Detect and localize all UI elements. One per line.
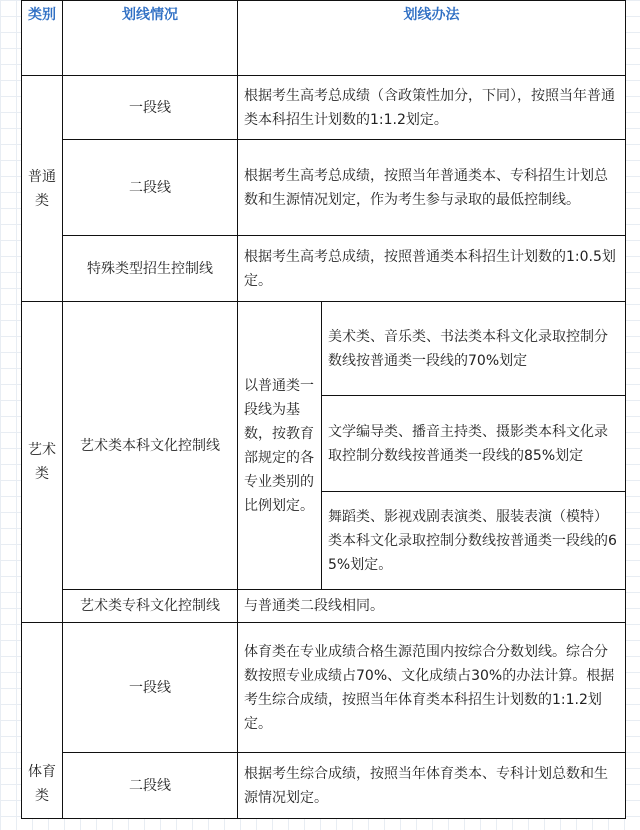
row-label: 特殊类型招生控制线 [63, 236, 238, 302]
row-method: 根据考生高考总成绩，按照普通类本科招生计划数的1:0.5划定。 [238, 236, 626, 302]
row-label: 一段线 [63, 623, 238, 753]
score-line-table-container [21, 0, 625, 819]
row-method: 根据考生高考总成绩，按照当年普通类本、专科招生计划总数和生源情况划定，作为考生参与录取的最低控制线。 [238, 140, 626, 236]
art-basis: 以普通类一段线为基数，按教育部规定的各专业类别的比例划定。 [238, 302, 322, 590]
art-subrow: 美术类、音乐类、书法类本科文化录取控制分数线按普通类一段线的70%划定 [322, 302, 626, 396]
header-situation: 划线情况 [63, 1, 238, 76]
table-header-row [22, 1, 626, 76]
row-label: 二段线 [63, 140, 238, 236]
category-general: 普通类 [22, 76, 63, 302]
table-row [22, 236, 626, 302]
row-method: 与普通类二段线相同。 [238, 590, 626, 623]
row-method: 根据考生高考总成绩（含政策性加分，下同），按照当年普通类本科招生计划数的1:1.2划定。 [238, 76, 626, 140]
table-row [22, 753, 626, 819]
score-line-table [21, 0, 626, 819]
table-row [22, 623, 626, 753]
table-row [22, 140, 626, 236]
art-subrow: 舞蹈类、影视戏剧表演类、服装表演（模特）类本科文化录取控制分数线按普通类一段线的65%划定。 [322, 492, 626, 590]
category-sports: 体育类 [22, 623, 63, 819]
header-category: 类别 [22, 1, 63, 76]
table-row [22, 302, 626, 396]
header-method: 划线办法 [238, 1, 626, 76]
art-subrow: 文学编导类、播音主持类、摄影类本科文化录取控制分数线按普通类一段线的85%划定 [322, 396, 626, 492]
row-label: 艺术类本科文化控制线 [63, 302, 238, 590]
row-label: 一段线 [63, 76, 238, 140]
row-label: 二段线 [63, 753, 238, 819]
row-method: 体育类在专业成绩合格生源范围内按综合分数划线。综合分数按照专业成绩占70%、文化成绩占30%的办法计算。根据考生综合成绩，按照当年体育类本科招生计划数的1:1.2划定。 [238, 623, 626, 753]
row-label: 艺术类专科文化控制线 [63, 590, 238, 623]
row-method: 根据考生综合成绩，按照当年体育类本、专科计划总数和生源情况划定。 [238, 753, 626, 819]
category-art: 艺术类 [22, 302, 63, 623]
table-row [22, 76, 626, 140]
table-row [22, 590, 626, 623]
